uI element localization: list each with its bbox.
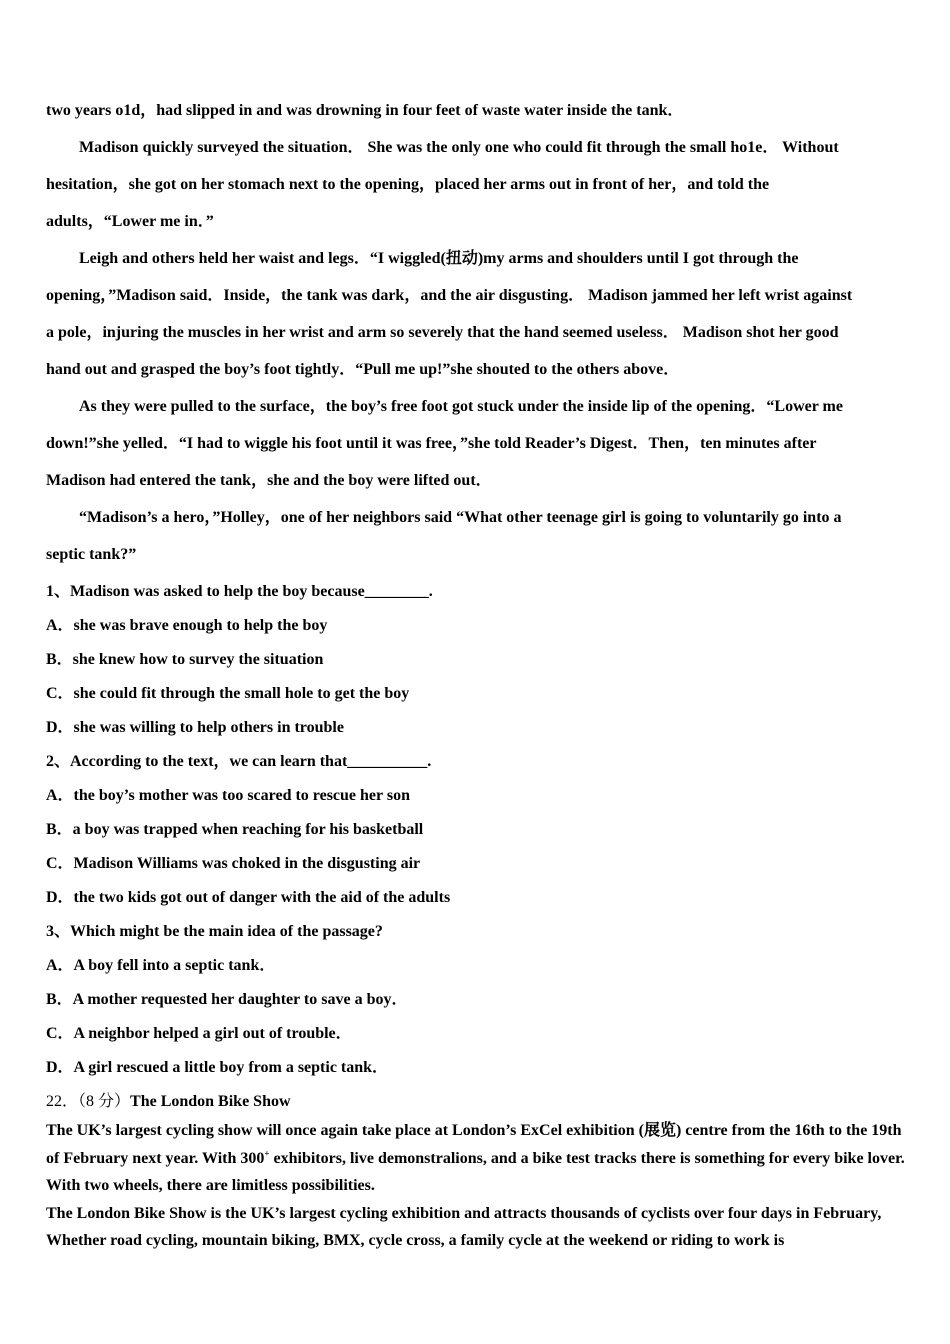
section-number: 22．（8 分） — [46, 1093, 131, 1110]
passage — [46, 96, 906, 577]
question-stem: 1、Madison was asked to help the boy because________. — [46, 583, 433, 600]
passage-line: As they were pulled to the surface，the boy’s free foot got stuck under the inside lip of the opening．“Lower me — [79, 398, 843, 415]
answer-option: D．A girl rescued a little boy from a septic tank． — [46, 1059, 389, 1076]
passage-line: adults，“Lower me in．” — [46, 213, 214, 230]
section-paragraph-2: The London Bike Show is the UK’s largest cycling exhibition and attracts thousands of cyclists over four days in February, Whether road cycling, mountain biking, BMX, cycle cross, a family cycle at the weekend or riding to work is — [46, 1204, 882, 1249]
question-3 — [46, 917, 906, 1087]
passage-line: septic tank?” — [46, 546, 137, 563]
passage-line: Madison quickly surveyed the situation． She was the only one who could fit through the small ho1e． Without — [79, 139, 839, 156]
question-1 — [46, 577, 906, 747]
passage-line: down!”she yelled．“I had to wiggle his foot until it was free，”she told Reader’s Digest．Then，ten minutes after — [46, 435, 817, 452]
question-stem: 3、Which might be the main idea of the passage? — [46, 923, 383, 940]
answer-option: A．A boy fell into a septic tank． — [46, 957, 276, 974]
passage-line: opening，”Madison said．Inside，the tank was dark，and the air disgusting． Madison jammed her left wrist against — [46, 287, 853, 304]
section-heading — [46, 1087, 906, 1117]
answer-option: C．A neighbor helped a girl out of trouble． — [46, 1025, 352, 1042]
passage-line: a pole，injuring the muscles in her wrist and arm so severely that the hand seemed useless． Madison shot her good — [46, 324, 839, 341]
superscript-plus: + — [264, 1148, 270, 1159]
paragraph-text: The UK’s largest cycling show will once again take place at London’s ExCel exhibition (展览) centre from the 16th to the 19th of February next year. With 300 — [46, 1122, 902, 1167]
section-paragraph-1 — [46, 1117, 906, 1200]
question-stem: 2、According to the text，we can learn that__________. — [46, 753, 432, 770]
document-page — [46, 96, 906, 1255]
passage-line: “Madison’s a hero，”Holley，one of her neighbors said “What other teenage girl is going to voluntarily go into a — [79, 509, 842, 526]
passage-line: Madison had entered the tank，she and the boy were lifted out． — [46, 472, 492, 489]
answer-option: C．she could fit through the small hole to get the boy — [46, 685, 410, 702]
passage-line: hand out and grasped the boy’s foot tightly．“Pull me up!”she shouted to the others above． — [46, 361, 680, 378]
answer-option: B．A mother requested her daughter to save a boy． — [46, 991, 408, 1008]
answer-option: D．she was willing to help others in trouble — [46, 719, 344, 736]
passage-line: two years o1d，had slipped in and was drowning in four feet of waste water inside the tank． — [46, 102, 684, 119]
answer-option: B．a boy was trapped when reaching for his basketball — [46, 821, 424, 838]
paragraph-text: exhibitors, live demonstralions, and a bike test tracks there is something for every bike lover. With two wheels, there are limitless possibilities. — [46, 1149, 905, 1194]
answer-option: C．Madison Williams was choked in the disgusting air — [46, 855, 421, 872]
question-2 — [46, 747, 906, 917]
answer-option: D．the two kids got out of danger with the aid of the adults — [46, 889, 451, 906]
section-title: The London Bike Show — [130, 1093, 291, 1110]
answer-option: B．she knew how to survey the situation — [46, 651, 324, 668]
passage-line: Leigh and others held her waist and legs．“I wiggled(扭动)my arms and shoulders until I got through the — [79, 250, 799, 267]
section-22 — [46, 1087, 906, 1255]
answer-option: A．the boy’s mother was too scared to rescue her son — [46, 787, 410, 804]
passage-line: hesitation，she got on her stomach next to the opening，placed her arms out in front of her，and told the — [46, 176, 770, 193]
answer-option: A．she was brave enough to help the boy — [46, 617, 328, 634]
